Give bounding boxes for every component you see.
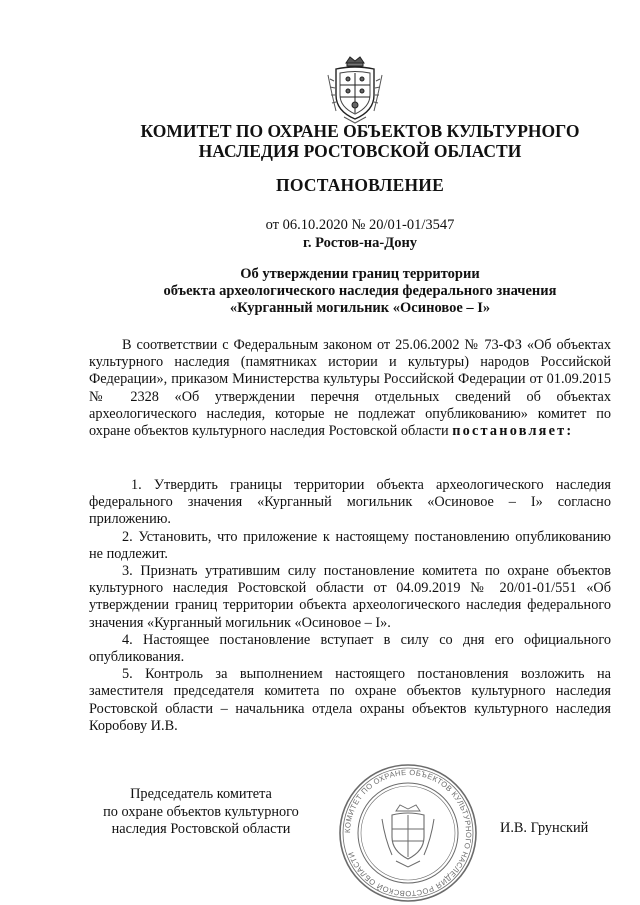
signer-name: И.В. Грунский (500, 820, 589, 836)
subject-line-2: объекта археологического наследия федерального значения (163, 283, 557, 299)
signer-position-line-2: по охране объектов культурного (103, 803, 299, 820)
committee-name-line-1: КОМИТЕТ ПО ОХРАНЕ ОБЪЕКТОВ КУЛЬТУРНОГО (140, 121, 580, 141)
subject-line-3: «Курганный могильник «Осиновое – I» (229, 300, 491, 316)
committee-name-line-2: НАСЛЕДИЯ РОСТОВСКОЙ ОБЛАСТИ (198, 141, 522, 161)
document-date-number: от 06.10.2020 № 20/01-01/3547 (265, 217, 455, 233)
resolution-item-3: 3. Признать утратившим силу постановление комитета по охране объектов культурного наследия Ростовской области от 04.09.2019 № 20/01-01/551 «Об утверждении границ территории объекта археологического наследия федерального значения «Курганный могильник «Осиновое – I». (89, 563, 611, 631)
preamble-text: В соответствии с Федеральным законом от 25.06.2002 № 73-ФЗ «Об объектах культурного наследия (памятниках истории и культуры) народов Российской Федерации», приказом Министерства культуры Российской Федерации от 01.09.2015 № 2328 «Об утверждении перечня отдельных сведений об объектах археологического наследия, которые не подлежат опубликованию» комитет по охране объектов культурного наследия Ростовской области (89, 337, 611, 440)
official-seal-icon (338, 763, 478, 903)
resolution-item-1: 1. Утвердить границы территории объекта археологического наследия федерального значения «Курганный могильник «Осиновое – I» согласно приложению. (89, 477, 611, 528)
subject-line-1: Об утверждении границ территории (240, 266, 480, 282)
resolution-item-5: 5. Контроль за выполнением настоящего постановления возложить на заместителя председателя комитета по охране объектов культурного наследия Ростовской области – начальника отдела охраны объектов культурного наследия Коробову И.В. (89, 666, 611, 734)
decree-word: постановляет: (452, 423, 574, 440)
seal-ring-text: КОМИТЕТ ПО ОХРАНЕ ОБЪЕКТОВ КУЛЬТУРНОГО НАСЛЕДИЯ РОСТОВСКОЙ ОБЛАСТИ (342, 767, 474, 899)
document-type-title: ПОСТАНОВЛЕНИЕ (276, 175, 444, 195)
document-city: г. Ростов-на-Дону (302, 235, 418, 251)
document-subject (80, 266, 640, 317)
resolution-item-4: 4. Настоящее постановление вступает в силу со дня его официального опубликования. (89, 631, 611, 666)
signer-position-line-1: Председатель комитета (130, 786, 272, 802)
signer-position (90, 786, 312, 839)
committee-name (80, 121, 640, 161)
signer-position-line-3: наследия Ростовской области (111, 821, 291, 838)
preamble-paragraph (89, 337, 611, 440)
resolution-items (89, 477, 611, 735)
coat-of-arms-icon (326, 55, 384, 125)
resolution-item-2: 2. Установить, что приложение к настоящему постановлению опубликованию не подлежит. (89, 528, 611, 562)
